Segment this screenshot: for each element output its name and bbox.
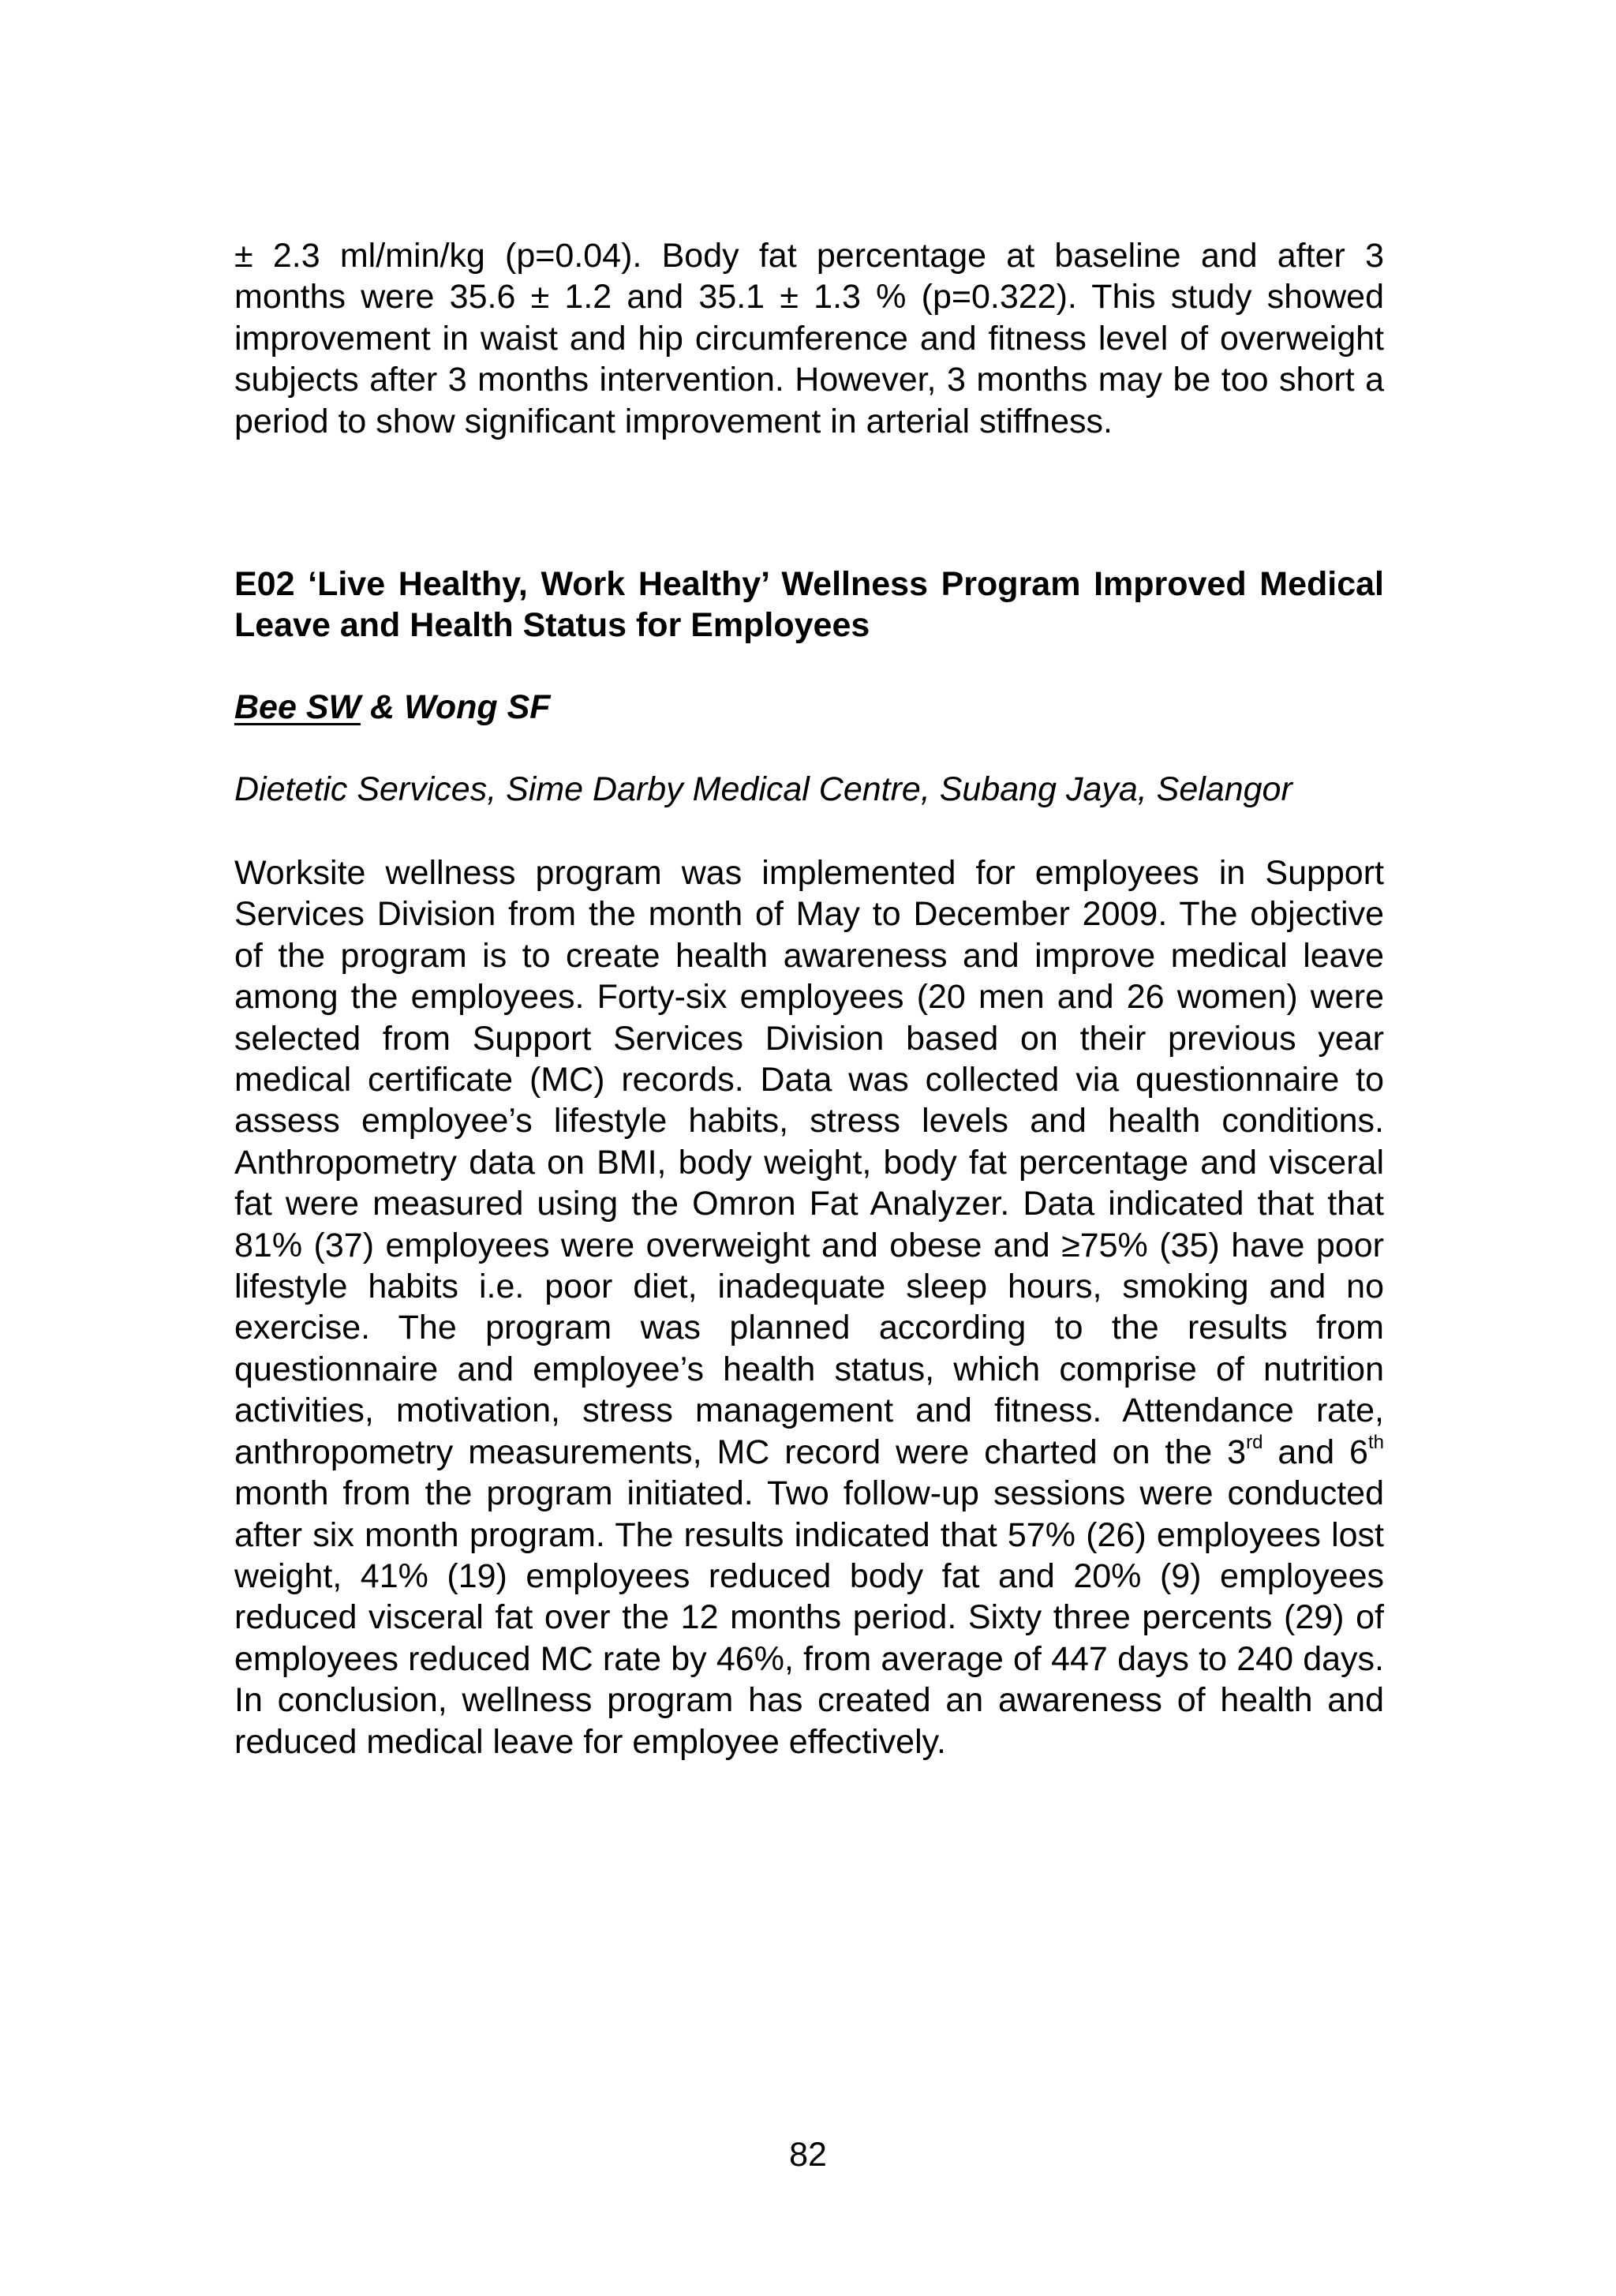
author-affiliation: Dietetic Services, Sime Darby Medical Centre, Subang Jaya, Selangor (234, 770, 1292, 808)
author-line (234, 687, 1384, 728)
abstract-body (234, 852, 1384, 1762)
author-separator: & (361, 688, 405, 726)
intro-paragraph: ± 2.3 ml/min/kg (p=0.04). Body fat percentage at baseline and after 3 months were 35.6 ± 1.2 and 35.1 ± 1.3 % (p=0.322). This study showed improvement in waist and hip circumference and fitness level of overweight subjects after 3 months intervention. However, 3 months may be too short a period to show significant improvement in arterial stiffness. (234, 237, 1384, 440)
abstract-body-part-1: Worksite wellness program was implemented for employees in Support Services Division from the month of May to December 2009. The objective of the program is to create health awareness and improve medical leave among the employees. Forty-six employees (20 men and 26 women) were selected from Support Services Division based on their previous year medical certificate (MC) records. Data was collected via questionnaire to assess employee’s lifestyle habits, stress levels and health conditions. Anthropometry data on BMI, body weight, body fat percentage and visceral fat were measured using the Omron Fat Analyzer. Data indicated that that 81% (37) employees were overweight and obese and ≥75% (35) have poor lifestyle habits i.e. poor diet, inadequate sleep hours, smoking and no exercise. The program was planned according to the results from questionnaire and employee’s health status, which comprise of nutrition activities, motivation, stress management and fitness. Attendance rate, anthropometry measurements, MC record were charted on the 3 (234, 854, 1384, 1471)
superscript-th: th (1367, 1431, 1384, 1453)
superscript-rd: rd (1246, 1431, 1263, 1453)
presenting-author: Bee SW (234, 688, 361, 726)
page-number: 82 (789, 2136, 827, 2174)
abstract-title: E02 ‘Live Healthy, Work Healthy’ Wellness Program Improved Medical Leave and Health Status for Employees (234, 565, 1384, 645)
abstract-body-part-3: month from the program initiated. Two follow-up sessions were conducted after six month program. The results indicated that 57% (26) employees lost weight, 41% (19) employees reduced body fat and 20% (9) employees reduced visceral fat over the 12 months period. Sixty three percents (29) of employees reduced MC rate by 46%, from average of 447 days to 240 days. In conclusion, wellness program has created an awareness of health and reduced medical leave for employee effectively. (234, 1474, 1384, 1761)
co-author: Wong SF (404, 688, 551, 726)
abstract-body-part-2: and 6 (1262, 1433, 1368, 1471)
